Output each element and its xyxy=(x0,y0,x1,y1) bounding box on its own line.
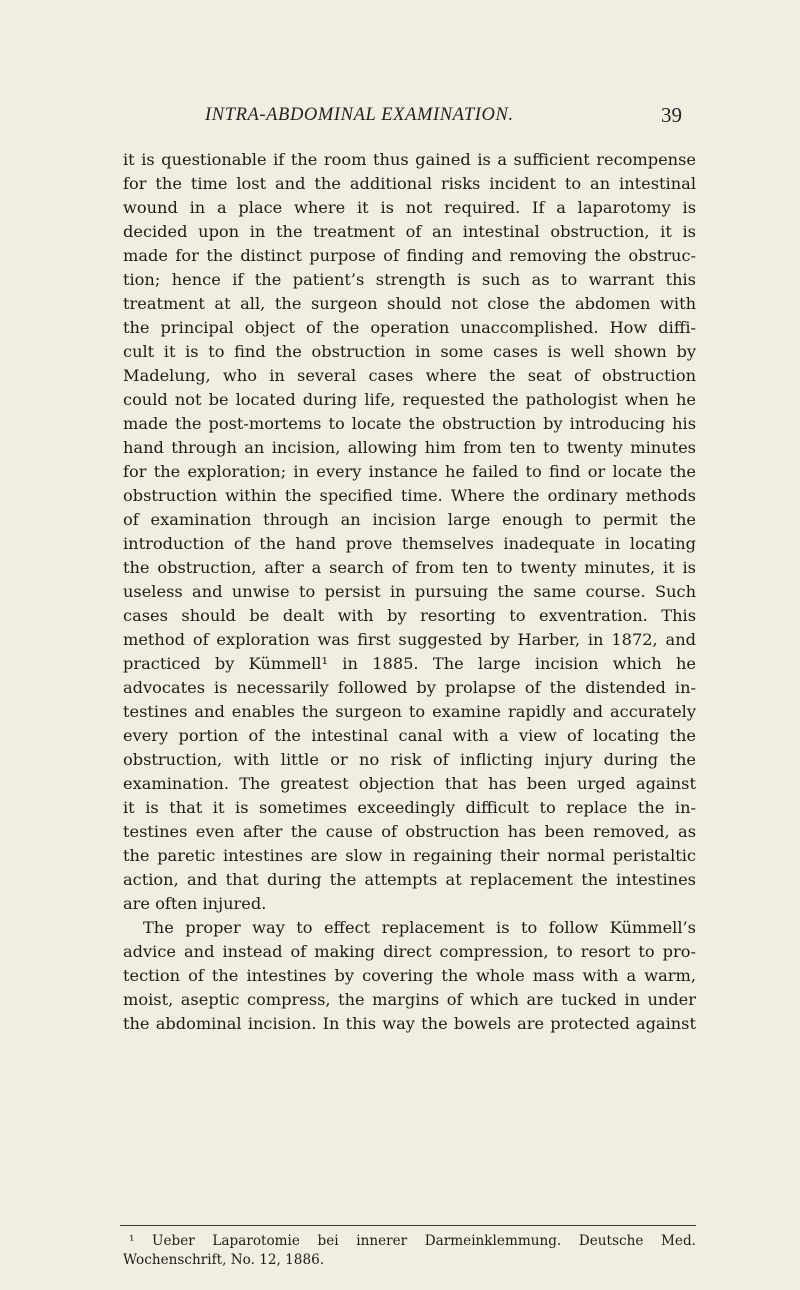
body-line: made the post-mortems to locate the obstruction by introducing his xyxy=(123,414,696,433)
body-line: practiced by Kümmell¹ in 1885. The large incision which he xyxy=(123,654,696,673)
body-line: method of exploration was first suggested by Harber, in 1872, and xyxy=(123,630,696,649)
body-line: action, and that during the attempts at replacement the intestines xyxy=(123,870,696,889)
body-line: tion; hence if the patient’s strength is such as to warrant this xyxy=(123,270,696,289)
body-line: it is that it is sometimes exceedingly difficult to replace the in- xyxy=(123,798,696,817)
body-line: advice and instead of making direct compression, to resort to pro- xyxy=(123,942,696,961)
body-line: for the time lost and the additional risks incident to an intestinal xyxy=(123,174,696,193)
body-line: testines even after the cause of obstruction has been removed, as xyxy=(123,822,696,841)
body-line: every portion of the intestinal canal with a view of locating the xyxy=(123,726,696,745)
body-line: Madelung, who in several cases where the seat of obstruction xyxy=(123,366,696,385)
body-line: for the exploration; in every instance he failed to find or locate the xyxy=(123,462,696,481)
body-line: wound in a place where it is not required. If a laparotomy is xyxy=(123,198,696,217)
body-line: tection of the intestines by covering the whole mass with a warm, xyxy=(123,966,696,985)
body-line: testines and enables the surgeon to examine rapidly and accurately xyxy=(123,702,696,721)
body-line: hand through an incision, allowing him from ten to twenty minutes xyxy=(123,438,696,457)
body-line: treatment at all, the surgeon should not close the abdomen with xyxy=(123,294,696,313)
running-title: INTRA-ABDOMINAL EXAMINATION. xyxy=(205,105,514,125)
body-line: moist, aseptic compress, the margins of which are tucked in under xyxy=(123,990,696,1009)
body-line: could not be located during life, requested the pathologist when he xyxy=(123,390,696,409)
body-line: useless and unwise to persist in pursuing the same course. Such xyxy=(123,582,696,601)
body-line: obstruction, with little or no risk of inflicting injury during the xyxy=(123,750,696,769)
body-line: the paretic intestines are slow in regaining their normal peristaltic xyxy=(123,846,696,865)
body-line: the abdominal incision. In this way the bowels are protected against xyxy=(123,1014,696,1033)
body-line: the principal object of the operation unaccomplished. How diffi- xyxy=(123,318,696,337)
body-line: decided upon in the treatment of an intestinal obstruction, it is xyxy=(123,222,696,241)
footnote-rule xyxy=(120,1225,696,1226)
body-line: introduction of the hand prove themselves inadequate in locating xyxy=(123,534,696,553)
body-line: obstruction within the specified time. Where the ordinary methods xyxy=(123,486,696,505)
body-line-paragraph-start: The proper way to effect replacement is to follow Kümmell’s xyxy=(143,918,696,937)
body-line: cult it is to find the obstruction in some cases is well shown by xyxy=(123,342,696,361)
page-number: 39 xyxy=(661,103,682,127)
body-line: advocates is necessarily followed by prolapse of the distended in- xyxy=(123,678,696,697)
footnote-line: Wochenschrift, No. 12, 1886. xyxy=(123,1252,325,1268)
body-line: of examination through an incision large enough to permit the xyxy=(123,510,696,529)
body-line: are often injured. xyxy=(123,894,267,913)
body-line: cases should be dealt with by resorting to exventration. This xyxy=(123,606,696,625)
body-line: examination. The greatest objection that has been urged against xyxy=(123,774,696,793)
footnote-line: ¹ Ueber Laparotomie bei innerer Darmeinklemmung. Deutsche Med. xyxy=(129,1233,696,1249)
body-line: the obstruction, after a search of from ten to twenty minutes, it is xyxy=(123,558,696,577)
body-line: made for the distinct purpose of finding and removing the obstruc- xyxy=(123,246,696,265)
body-line: it is questionable if the room thus gained is a sufficient recompense xyxy=(123,150,696,169)
